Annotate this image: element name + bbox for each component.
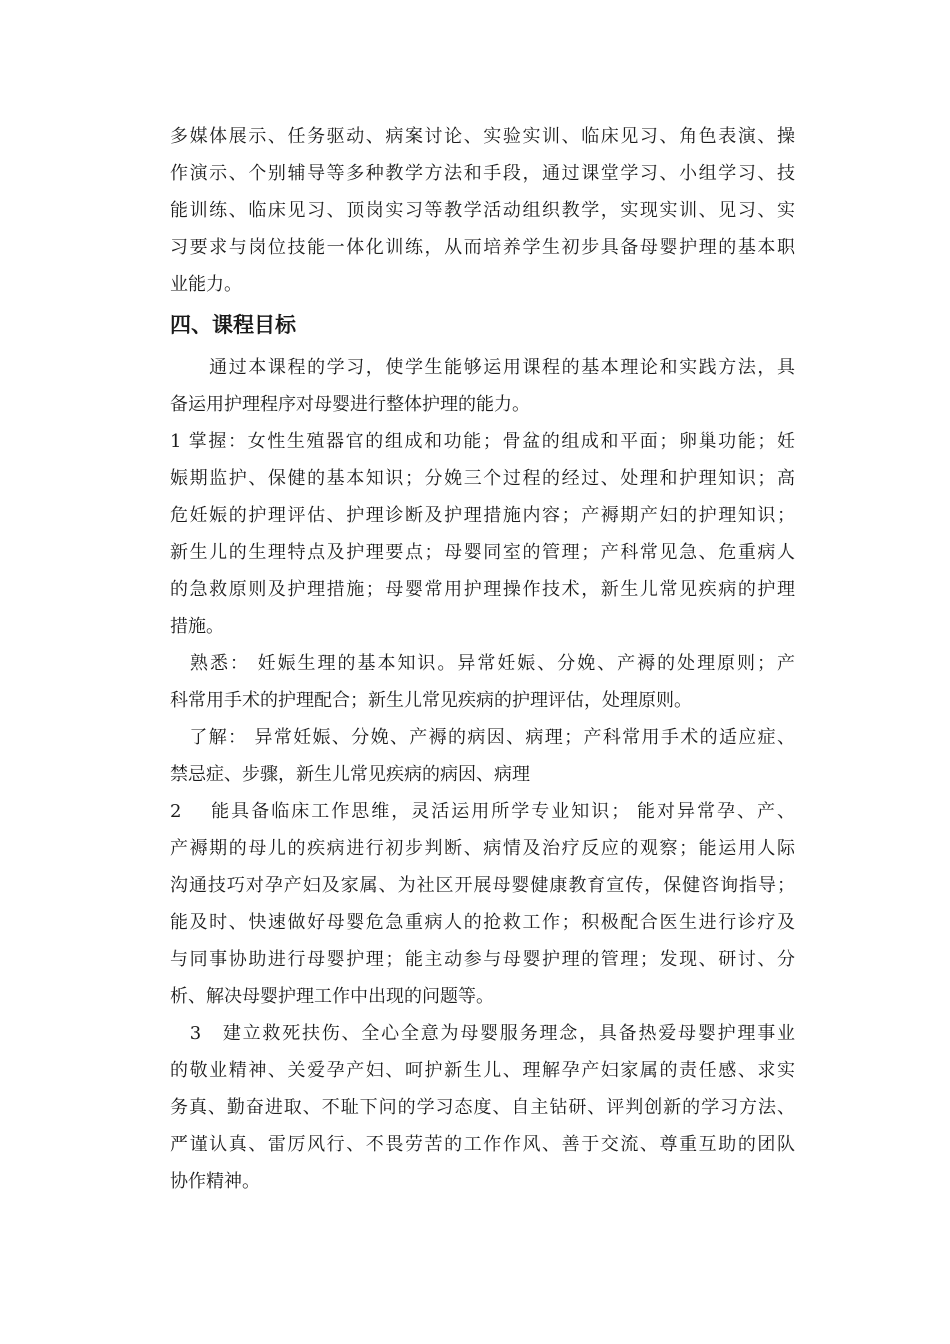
text-line: 1 掌握：女性生殖器官的组成和功能；骨盆的组成和平面；卵巢功能；妊 (170, 431, 795, 452)
text-line: 3 建立救死扶伤、全心全意为母婴服务理念，具备热爱母婴护理事业 (170, 1023, 795, 1044)
objective-master-paragraph (170, 423, 795, 645)
text-line: 科常用手术的护理配合；新生儿常见疾病的护理评估，处理原则。 (170, 690, 692, 711)
text-line: 禁忌症、步骤，新生儿常见疾病的病因、病理 (170, 764, 530, 785)
text-line: 多媒体展示、任务驱动、病案讨论、实验实训、临床见习、角色表演、操 (170, 126, 795, 147)
intro-paragraph (170, 118, 795, 303)
text-line: 能及时、快速做好母婴危急重病人的抢救工作；积极配合医生进行诊疗及 (170, 912, 795, 933)
text-line: 能训练、临床见习、顶岗实习等教学活动组织教学，实现实训、见习、实 (170, 200, 795, 221)
text-line: 沟通技巧对孕产妇及家属、为社区开展母婴健康教育宣传，保健咨询指导； (170, 875, 795, 896)
text-line: 产褥期的母儿的疾病进行初步判断、病情及治疗反应的观察；能运用人际 (170, 838, 795, 859)
text-line: 通过本课程的学习，使学生能够运用课程的基本理论和实践方法，具 (170, 357, 795, 378)
text-line: 务真、勤奋进取、不耻下问的学习态度、自主钻研、评判创新的学习方法、 (170, 1097, 795, 1118)
text-line: 危妊娠的护理评估、护理诊断及护理措施内容；产褥期产妇的护理知识； (170, 505, 795, 526)
text-line: 备运用护理程序对母婴进行整体护理的能力。 (170, 394, 530, 415)
text-line: 娠期监护、保健的基本知识；分娩三个过程的经过、处理和护理知识；高 (170, 468, 795, 489)
text-line: 协作精神。 (170, 1171, 260, 1192)
text-line: 析、解决母婴护理工作中出现的问题等。 (170, 986, 494, 1007)
text-line: 了解： 异常妊娠、分娩、产褥的病因、病理；产科常用手术的适应症、 (170, 727, 795, 748)
text-line: 的敬业精神、关爱孕产妇、呵护新生儿、理解孕产妇家属的责任感、求实 (170, 1060, 795, 1081)
text-line: 措施。 (170, 616, 224, 637)
text-line: 熟悉： 妊娠生理的基本知识。异常妊娠、分娩、产褥的处理原则；产 (170, 653, 795, 674)
text-line: 作演示、个别辅导等多种教学方法和手段，通过课堂学习、小组学习、技 (170, 163, 795, 184)
text-line: 与同事协助进行母婴护理；能主动参与母婴护理的管理；发现、研讨、分 (170, 949, 795, 970)
objective-attitude-paragraph (170, 1015, 795, 1200)
objective-familiar-paragraph (170, 645, 795, 719)
text-line: 新生儿的生理特点及护理要点；母婴同室的管理；产科常见急、危重病人 (170, 542, 795, 563)
document-page (170, 118, 795, 1200)
section-heading: 四、课程目标 (170, 313, 296, 337)
text-line: 2 能具备临床工作思维，灵活运用所学专业知识； 能对异常孕、产、 (170, 801, 795, 822)
text-line: 业能力。 (170, 274, 242, 295)
text-line: 习要求与岗位技能一体化训练，从而培养学生初步具备母婴护理的基本职 (170, 237, 795, 258)
objective-ability-paragraph (170, 793, 795, 1015)
course-objective-intro-paragraph (170, 349, 795, 423)
objective-understand-paragraph (170, 719, 795, 793)
text-line: 的急救原则及护理措施；母婴常用护理操作技术，新生儿常见疾病的护理 (170, 579, 795, 600)
text-line: 严谨认真、雷厉风行、不畏劳苦的工作作风、善于交流、尊重互助的团队 (170, 1134, 795, 1155)
